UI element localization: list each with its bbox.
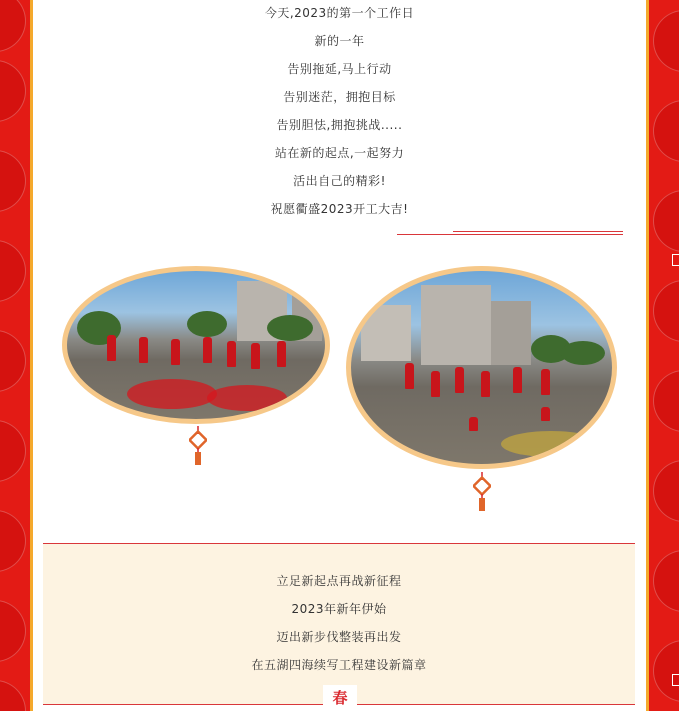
pattern-circle xyxy=(653,640,679,702)
dancer xyxy=(431,371,440,397)
firecracker-debris xyxy=(501,431,601,457)
poem-line: 新的一年 xyxy=(314,34,365,48)
building xyxy=(361,305,411,361)
edge-mark-icon xyxy=(672,254,679,266)
chinese-knot-icon xyxy=(189,426,207,466)
left-photo xyxy=(62,266,330,424)
pattern-circle xyxy=(0,330,26,392)
pattern-circle xyxy=(653,550,679,612)
pattern-circle xyxy=(0,510,26,572)
poem-line: 告别迷茫，拥抱目标 xyxy=(283,90,396,104)
closing-line: 立足新起点再战新征程 xyxy=(276,574,402,588)
edge-mark-icon xyxy=(672,674,679,686)
dancer xyxy=(107,335,116,361)
spring-emblem: 春 xyxy=(323,685,357,711)
divider-line xyxy=(453,231,623,232)
tree xyxy=(561,341,605,365)
tree xyxy=(267,315,313,341)
pattern-circle xyxy=(0,600,26,662)
closing-line: 2023年新年伊始 xyxy=(291,602,387,616)
closing-panel xyxy=(43,543,635,705)
pattern-circle xyxy=(0,420,26,482)
lantern xyxy=(541,407,550,421)
poem-line: 祝愿衢盛2023开工大吉! xyxy=(270,202,409,216)
tree xyxy=(187,311,227,337)
divider-line xyxy=(397,234,623,235)
pattern-circle xyxy=(0,150,26,212)
dancer xyxy=(541,369,550,395)
left-red-border xyxy=(0,0,33,711)
pattern-circle xyxy=(653,10,679,72)
pattern-circle xyxy=(0,240,26,302)
dancer xyxy=(251,343,260,369)
pattern-circle xyxy=(0,680,26,711)
right-red-border xyxy=(646,0,679,711)
pattern-circle xyxy=(653,460,679,522)
firecracker-debris xyxy=(127,379,217,409)
lantern xyxy=(469,417,478,431)
pattern-circle xyxy=(653,280,679,342)
dancer xyxy=(227,341,236,367)
article-content xyxy=(33,0,646,711)
dancer xyxy=(171,339,180,365)
poem-line: 今天,2023的第一个工作日 xyxy=(264,6,415,20)
poem-line: 活出自己的精彩! xyxy=(293,174,386,188)
poem-line: 告别胆怯,拥抱挑战..... xyxy=(276,118,403,132)
building xyxy=(421,285,491,365)
closing-line: 在五湖四海续写工程建设新篇章 xyxy=(251,658,427,672)
right-photo xyxy=(346,266,617,469)
chinese-knot-icon xyxy=(473,472,491,512)
building xyxy=(491,301,531,365)
closing-line: 迈出新步伐整装再出发 xyxy=(276,630,402,644)
dancer xyxy=(203,337,212,363)
dancer xyxy=(139,337,148,363)
pattern-circle xyxy=(653,100,679,162)
poem-line: 告别拖延,马上行动 xyxy=(287,62,392,76)
dancer xyxy=(405,363,414,389)
pattern-circle xyxy=(0,0,26,52)
dancer xyxy=(481,371,490,397)
poem-line: 站在新的起点,一起努力 xyxy=(274,146,405,160)
firecracker-debris xyxy=(207,385,287,411)
dancer xyxy=(455,367,464,393)
dancer xyxy=(513,367,522,393)
pattern-circle xyxy=(0,60,26,122)
pattern-circle xyxy=(653,370,679,432)
pattern-circle xyxy=(653,190,679,252)
dancer xyxy=(277,341,286,367)
